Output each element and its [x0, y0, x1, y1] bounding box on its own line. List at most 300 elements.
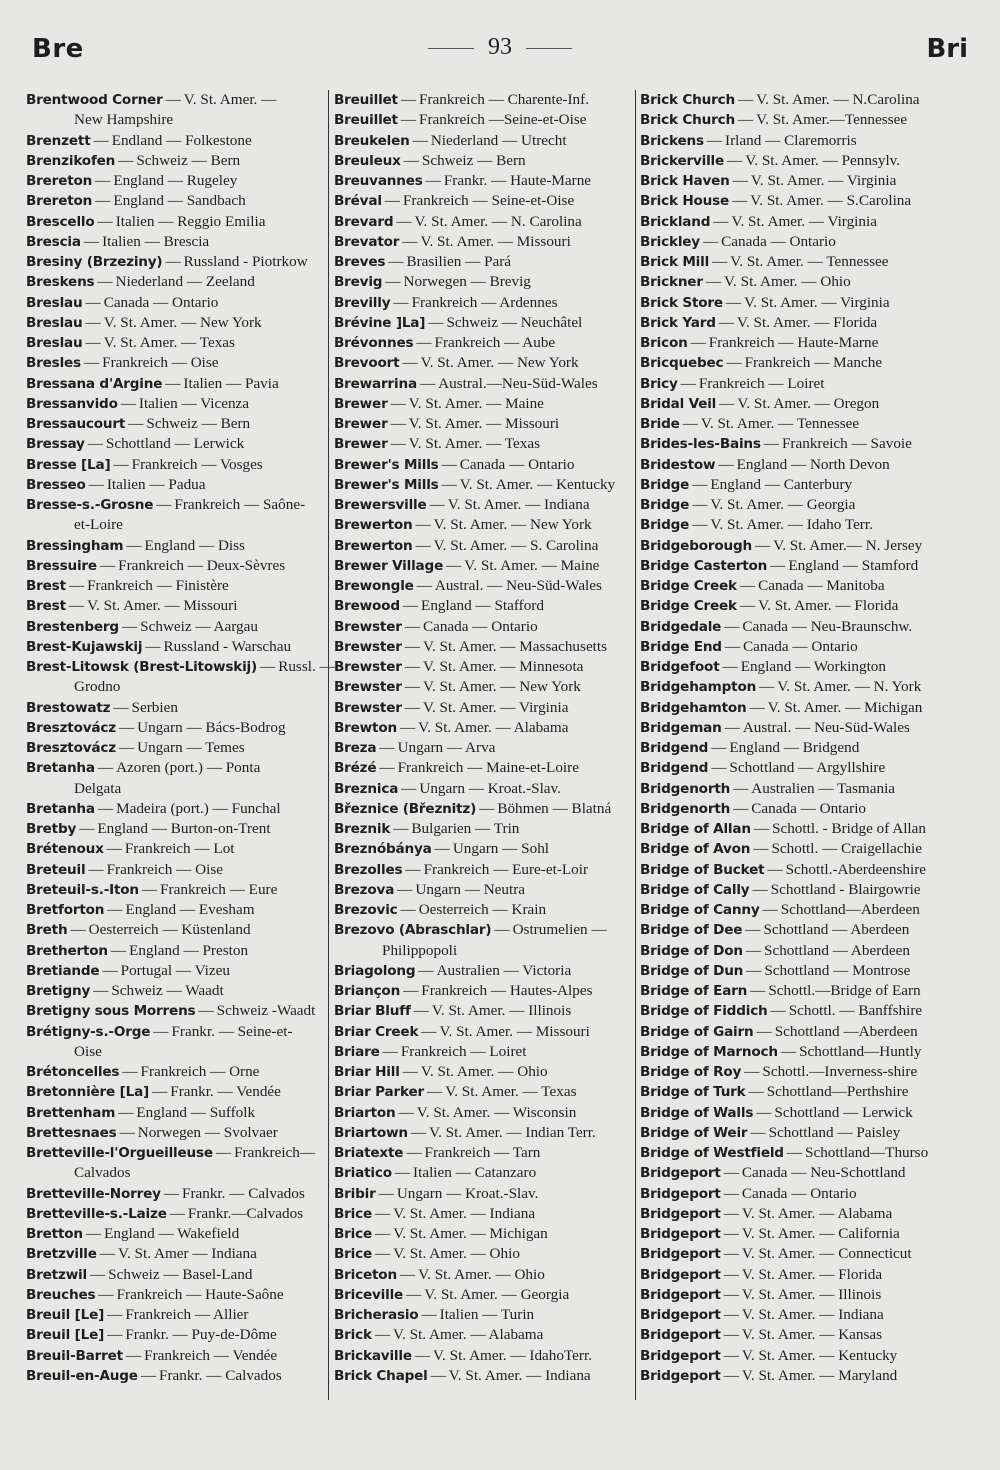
entry — [334, 657, 636, 677]
entry-headword: Brice — [334, 1226, 373, 1242]
entry-separator: — — [99, 1245, 115, 1263]
entry-separator: — — [89, 1265, 106, 1283]
entry-headword: Bridgeport — [640, 1185, 721, 1202]
entry-separator: — — [390, 394, 406, 412]
entry — [26, 90, 324, 131]
entry-headword: Bretby — [26, 821, 77, 837]
entry-separator: — — [755, 536, 771, 554]
entry-headword: Brick Church — [640, 112, 735, 129]
entry-headword: Brick — [334, 1327, 372, 1344]
entry-location: V. St. Amer. — Oregon — [737, 394, 880, 412]
entry-separator: — — [374, 1326, 391, 1344]
entry — [26, 151, 324, 171]
entry-separator: — — [400, 901, 416, 918]
entry-separator: — — [692, 475, 708, 493]
entry-location: V. St. Amer. — Virginia — [750, 172, 897, 189]
entry — [334, 1366, 636, 1386]
entry-location: Ungarn — Neutra — [415, 880, 526, 898]
entry-separator: — — [739, 577, 756, 594]
entry-separator: — — [85, 1225, 102, 1242]
entry — [26, 1366, 324, 1386]
entry — [26, 212, 324, 232]
entry-headword: Bridge of Dee — [640, 922, 743, 939]
entry-location: Frankreich — Oise — [106, 860, 223, 878]
entry-location: Frankreich — Haute-Saône — [116, 1285, 284, 1303]
entry-location: Frankreich — Aube — [434, 334, 556, 351]
entry-separator: — — [724, 718, 740, 736]
entry — [334, 1244, 636, 1264]
entry-location: Canada — Ontario — [743, 637, 858, 655]
entry-location: Schottland—Huntly — [799, 1042, 922, 1060]
entry-location: V. St. Amer. — — [183, 91, 277, 108]
entry-location: V. St. Amer. — S. Carolina — [433, 536, 599, 554]
entry-separator: — — [429, 496, 445, 513]
entry-separator: — — [393, 293, 409, 311]
entry — [334, 617, 636, 637]
entry-separator: — — [746, 961, 762, 979]
entry-separator: — — [413, 1002, 429, 1020]
entry — [334, 374, 636, 394]
entry — [640, 171, 944, 191]
entry — [334, 758, 636, 778]
entry-location: V. St. Amer. — Alabama — [418, 718, 569, 736]
entry — [26, 1204, 324, 1224]
entry-location: Schottland — Lerwick — [774, 1103, 913, 1121]
entry-headword: Brentwood Corner — [26, 92, 163, 108]
entry-headword: Brevard — [334, 213, 394, 230]
entry-headword: Breuil [Le] — [26, 1307, 105, 1323]
entry-separator: — — [406, 1285, 422, 1303]
entry-location: V. St. Amer. — Indiana — [741, 1306, 884, 1323]
entry — [640, 414, 944, 434]
entry-headword: Bridge of Turk — [640, 1084, 746, 1101]
entry-headword: Bretanha — [26, 800, 95, 817]
entry-location: Schottland—Perthshire — [766, 1083, 909, 1101]
entry — [26, 657, 335, 698]
entry — [334, 779, 636, 799]
entry-location: England — Wakefield — [104, 1225, 240, 1242]
entry — [26, 374, 324, 394]
entry — [640, 1204, 944, 1224]
entry-headword: Bretonnière [La] — [26, 1084, 150, 1101]
entry — [26, 394, 324, 414]
entry-location: Frankreich — Saône- — [174, 496, 306, 513]
entry — [26, 637, 324, 657]
entry-continuation: Delgata — [74, 779, 122, 797]
entry-location: Australien — Victoria — [436, 961, 572, 979]
entry-separator: — — [745, 921, 761, 939]
entry-separator: — — [750, 1123, 766, 1141]
entry-separator: — — [723, 1285, 739, 1303]
entry-location: Schottland — Lerwick — [105, 435, 245, 453]
entry — [640, 434, 944, 454]
entry — [26, 556, 324, 576]
entry-separator: — — [388, 253, 404, 270]
entry-separator: — — [724, 617, 740, 635]
entry — [640, 1325, 944, 1345]
entry-headword: Bridgeport — [640, 1165, 721, 1182]
entry-separator: — — [398, 1103, 414, 1121]
entry-location: Frankreich— — [234, 1144, 316, 1161]
entry-location: V. St. Amer. — Texas — [408, 435, 541, 453]
entry-location: V. St. Amer. — New York — [103, 313, 262, 331]
entry-headword: Briatico — [334, 1165, 392, 1182]
entry-headword: Brereton — [26, 193, 93, 210]
entry-headword: Bretforton — [26, 902, 105, 918]
entry-separator: — — [87, 435, 103, 453]
entry-location: V. St. Amer. — Alabama — [393, 1326, 544, 1344]
entry-headword: Brick Yard — [640, 314, 716, 331]
entry — [26, 576, 324, 596]
entry-headword: Bridge of Fiddich — [640, 1003, 768, 1020]
entry-separator: — — [733, 779, 749, 797]
entry-location: Ostrumelien — — [512, 921, 607, 939]
entry-headword: Brevator — [334, 233, 400, 250]
entry-location: Schweiz -Waadt — [216, 1002, 316, 1020]
entry — [26, 293, 324, 313]
entry-separator: — — [85, 334, 101, 351]
entry-separator: — — [95, 192, 111, 210]
entry-headword: Breuillet — [334, 92, 398, 108]
entry-headword: Bretton — [26, 1226, 83, 1242]
entry — [26, 961, 324, 981]
entry — [26, 839, 324, 859]
entry-separator: — — [428, 313, 444, 331]
entry-separator: — — [702, 232, 719, 250]
entry-separator: — — [786, 1144, 803, 1161]
entry-separator: — — [718, 455, 734, 473]
entry — [640, 1265, 944, 1285]
entry-separator: — — [394, 1164, 411, 1182]
entry-headword: Bridal Veil — [640, 395, 717, 412]
entry-headword: Bricy — [640, 375, 678, 392]
entry-separator: — — [416, 577, 432, 594]
entry — [640, 212, 944, 232]
entry-location: Frankreich — Savoie — [781, 435, 912, 453]
entry-separator: — — [756, 1103, 772, 1121]
entry-headword: Brick House — [640, 193, 730, 210]
entry-separator: — — [748, 1083, 764, 1101]
entry-location: Schottland — Montrose — [764, 961, 911, 979]
entry-separator: — — [723, 1245, 739, 1263]
entry — [334, 1103, 636, 1123]
entry — [334, 1204, 636, 1224]
entry-location: Russland - Warschau — [163, 637, 292, 655]
entry-headword: Breth — [26, 922, 68, 939]
entry-headword: Brewster — [334, 699, 402, 716]
entry-headword: Bridge — [640, 476, 690, 493]
entry-location: Italien — Padua — [106, 475, 206, 493]
entry-headword: Brezovic — [334, 902, 398, 918]
entry-separator: — — [752, 880, 768, 898]
entry-headword: Brevig — [334, 274, 383, 291]
entry-separator: — — [399, 718, 416, 736]
entry-location: Frankr. — Puy-de-Dôme — [125, 1326, 277, 1344]
entry-location: Frankreich — Deux-Sèvres — [118, 556, 286, 574]
entry-location: Schweiz — Waadt — [111, 982, 224, 999]
entry-separator: — — [732, 172, 748, 189]
entry-separator: — — [384, 192, 400, 210]
entry — [26, 819, 324, 839]
entry-headword: Breuleux — [334, 152, 401, 169]
entry-headword: Brenzikofen — [26, 152, 116, 169]
entry — [640, 1305, 944, 1325]
entry — [26, 414, 324, 434]
entry-headword: Brewer — [334, 436, 388, 453]
entry — [26, 1143, 324, 1184]
entry-separator: — — [750, 982, 766, 999]
entry — [26, 718, 324, 738]
entry-separator: — — [99, 556, 116, 574]
entry — [640, 920, 944, 940]
entry-headword: Bresse-s.-Grosne — [26, 497, 154, 513]
entry-separator: — — [419, 374, 436, 392]
entry-headword: Breuvannes — [334, 173, 423, 189]
entry-location: Schottl. - Bridge of Allan — [772, 820, 926, 837]
entry-separator: — — [68, 597, 85, 615]
entry-headword: Bridge of Dun — [640, 962, 744, 979]
entry-separator: — — [107, 1306, 123, 1323]
entry-separator: — — [745, 941, 762, 959]
entry-separator: — — [418, 961, 434, 979]
entry-headword: Bridge — [640, 517, 690, 534]
entry-headword: Brickerville — [640, 152, 725, 169]
entry-separator: — — [88, 475, 104, 493]
entry-location: Schottland—Thurso — [805, 1144, 929, 1161]
entry-headword: Bresse [La] — [26, 456, 111, 473]
entry-separator: — — [70, 921, 86, 939]
entry-location: V. St. Amer. — Idaho Terr. — [710, 516, 873, 534]
entry-separator: — — [402, 354, 418, 372]
entry-headword: Breves — [334, 254, 386, 270]
entry — [334, 1062, 636, 1082]
entry-headword: Breuil-en-Auge — [26, 1367, 138, 1384]
entry-separator: — — [113, 698, 129, 716]
entry-separator: — — [494, 921, 510, 939]
entry-headword: Březnice (Březnitz) — [334, 800, 477, 817]
entry-location: V. St. Amer. — Illinois — [431, 1002, 572, 1020]
entry — [334, 151, 636, 171]
entry-separator: — — [163, 1184, 179, 1202]
entry — [26, 1062, 324, 1082]
entry-location: Serbien — [131, 698, 178, 716]
entry-location: England — Rugeley — [113, 172, 238, 189]
entry-location: V. St. Amer. — Illinois — [741, 1285, 882, 1303]
entry — [640, 839, 944, 859]
entry-location: V. St. Amer. — Texas — [445, 1083, 577, 1101]
entry-separator: — — [723, 1225, 739, 1242]
entry-separator: — — [770, 1002, 786, 1020]
entry-separator: — — [85, 313, 101, 331]
entry — [640, 556, 944, 576]
entry — [640, 1123, 944, 1143]
entry-separator: — — [421, 1022, 437, 1040]
entry — [26, 333, 324, 353]
entry — [334, 333, 636, 353]
entry — [26, 191, 324, 211]
entry-headword: Bridgend — [640, 760, 709, 777]
entry-separator: — — [98, 1285, 114, 1303]
entry-separator: — — [441, 475, 457, 493]
entry-location: Canada — Neu-Schottland — [741, 1164, 906, 1182]
entry-headword: Bresztovácz — [26, 719, 116, 736]
entry-headword: Bridge of Marnoch — [640, 1043, 778, 1060]
entry-headword: Brewood — [334, 598, 400, 615]
entry — [26, 799, 324, 819]
entry-location: V. St. Amer. — Pennsylv. — [745, 151, 901, 169]
entry — [334, 455, 636, 475]
entry-location: V. St. Amer. — Texas — [103, 334, 235, 351]
entry-separator: — — [122, 1063, 138, 1080]
entry-location: Canada — Ontario — [751, 799, 867, 817]
entry-location: England — Canterbury — [710, 475, 853, 493]
entry-location: Norwegen — Brevig — [403, 273, 531, 291]
entry-headword: Brévine ]La] — [334, 314, 426, 331]
entry-location: Frankreich — Eure — [160, 880, 278, 898]
entry-location: Ungarn — Bács-Bodrog — [137, 718, 286, 736]
entry-location: Frankreich — Oise — [102, 354, 219, 372]
entry — [334, 1163, 636, 1183]
entry-location: England — Evesham — [125, 901, 255, 918]
entry-separator: — — [118, 739, 135, 756]
entry — [640, 698, 944, 718]
entry-location: Canada — Ontario — [422, 617, 538, 635]
entry-separator: — — [85, 293, 101, 311]
entry-separator: — — [119, 1123, 135, 1141]
entry-headword: Brewer — [334, 395, 388, 412]
entry-headword: Brereton — [26, 173, 93, 189]
entry-separator: — — [412, 131, 428, 149]
entry-headword: Briare — [334, 1043, 380, 1060]
entry-headword: Bridgehamton — [640, 699, 747, 716]
entry — [334, 1042, 636, 1062]
entry-location: Frankreich — Loiret — [698, 374, 825, 392]
entry — [334, 1305, 636, 1325]
entry-separator: — — [415, 516, 431, 534]
entry-headword: Brévonnes — [334, 335, 414, 351]
entry-separator: — — [140, 1366, 156, 1384]
entry-separator: — — [723, 1346, 739, 1364]
entry-location: V. St. Amer. — Virginia — [422, 698, 569, 716]
entry-separator: — — [446, 556, 462, 574]
entry-location: Frankreich — Allier — [125, 1306, 249, 1323]
entry-headword: Briançon — [334, 983, 401, 999]
entry-separator: — — [722, 658, 738, 675]
entry — [640, 657, 944, 677]
entry-separator: — — [733, 799, 749, 817]
entry-separator: — — [402, 1063, 418, 1080]
entry-separator: — — [763, 435, 779, 453]
entry-location: Canada — Ontario — [103, 293, 219, 311]
entry-location: England — Stafford — [421, 597, 544, 615]
entry-location: V. St. Amer. — Indiana — [393, 1204, 536, 1222]
entry-headword: Briceton — [334, 1266, 397, 1283]
entry-headword: Brewster — [334, 618, 402, 635]
entry-location: Frankr. — Calvados — [182, 1184, 305, 1202]
entry-headword: Breuil [Le] — [26, 1327, 105, 1344]
entry — [334, 738, 636, 758]
running-head-left: Bre — [32, 34, 84, 64]
entry-headword: Brezova — [334, 881, 395, 898]
entry-headword: Bridgeport — [640, 1246, 721, 1263]
entry-location: V. St. Amer. — Indiana — [448, 1366, 591, 1384]
entry — [334, 839, 636, 859]
entry — [640, 1244, 944, 1264]
entry-location: V. St. Amer. — California — [741, 1225, 900, 1242]
entry-headword: Brick Store — [640, 294, 723, 311]
entry-continuation: Philippopoli — [382, 941, 458, 959]
entry-location: V. St. Amer. — Connecticut — [741, 1245, 912, 1263]
entry-headword: Bridgeport — [640, 1367, 721, 1384]
entry — [640, 738, 944, 758]
entry-headword: Bridgeport — [640, 1347, 721, 1364]
entry — [26, 1022, 324, 1063]
entry-location: V. St. Amer. — Kansas — [741, 1326, 883, 1344]
entry — [640, 1022, 944, 1042]
entry-separator: — — [382, 1042, 398, 1060]
entry-headword: Brest-Litowsk (Brest-Litowskij) — [26, 659, 258, 675]
entry-headword: Breznica — [334, 780, 399, 797]
entry-separator: — — [404, 698, 420, 716]
entry-separator: — — [153, 1022, 169, 1040]
entry-location: England — North Devon — [736, 455, 890, 473]
entry-location: V. St. Amer. — Ohio — [420, 1063, 548, 1080]
entry-separator: — — [95, 172, 111, 189]
entry-headword: Bridgenorth — [640, 800, 731, 817]
entry-headword: Briagolong — [334, 962, 416, 979]
entry-headword: Breteuil-s.-Iton — [26, 881, 139, 898]
entry-headword: Brétoncelles — [26, 1064, 120, 1080]
entry-headword: Brettesnaes — [26, 1124, 117, 1141]
entry — [26, 1244, 324, 1264]
entry-location: Schottl.-Aberdeenshire — [785, 860, 927, 878]
entry-headword: Brickland — [640, 213, 711, 230]
entry-separator: — — [723, 1164, 739, 1182]
entry-location: V. St. Amer. — Maryland — [741, 1366, 898, 1384]
entry-headword: Bridgefoot — [640, 659, 720, 675]
entry — [640, 758, 944, 778]
entry-separator: — — [753, 840, 769, 858]
entry-separator: — — [97, 759, 114, 777]
entry — [26, 758, 324, 799]
entry-location: V. St. Amer. — New York — [433, 516, 592, 534]
entry — [640, 718, 944, 738]
entry-headword: Bretanha — [26, 760, 95, 777]
entry-separator: — — [378, 1184, 394, 1202]
entry-separator: — — [83, 354, 100, 372]
entry-location: Azoren (port.) — Ponta — [116, 759, 261, 777]
entry — [26, 353, 324, 373]
entry-location: V. St. Amer — Indiana — [117, 1245, 257, 1263]
entry-headword: Bridge Casterton — [640, 557, 768, 574]
entry-location: V. St. Amer. — Indiana — [447, 496, 590, 513]
entry-location: Italien — Brescia — [102, 232, 210, 250]
entry-headword: Brice — [334, 1246, 373, 1263]
entry — [26, 1265, 324, 1285]
entry-separator: — — [404, 637, 420, 655]
entry — [640, 353, 944, 373]
entry-headword: Brezolles — [334, 861, 403, 878]
entry-location: Schottl.—Bridge of Earn — [768, 982, 921, 999]
entry-location: V. St. Amer. — N. Carolina — [414, 212, 582, 230]
entry — [26, 313, 324, 333]
entry-location: Frankr.—Calvados — [187, 1204, 304, 1222]
entry — [334, 212, 636, 232]
entry-separator: — — [434, 840, 450, 858]
entry — [640, 900, 944, 920]
entry — [334, 799, 636, 819]
entry-location: V. St. Amer. — Ohio — [724, 273, 851, 291]
